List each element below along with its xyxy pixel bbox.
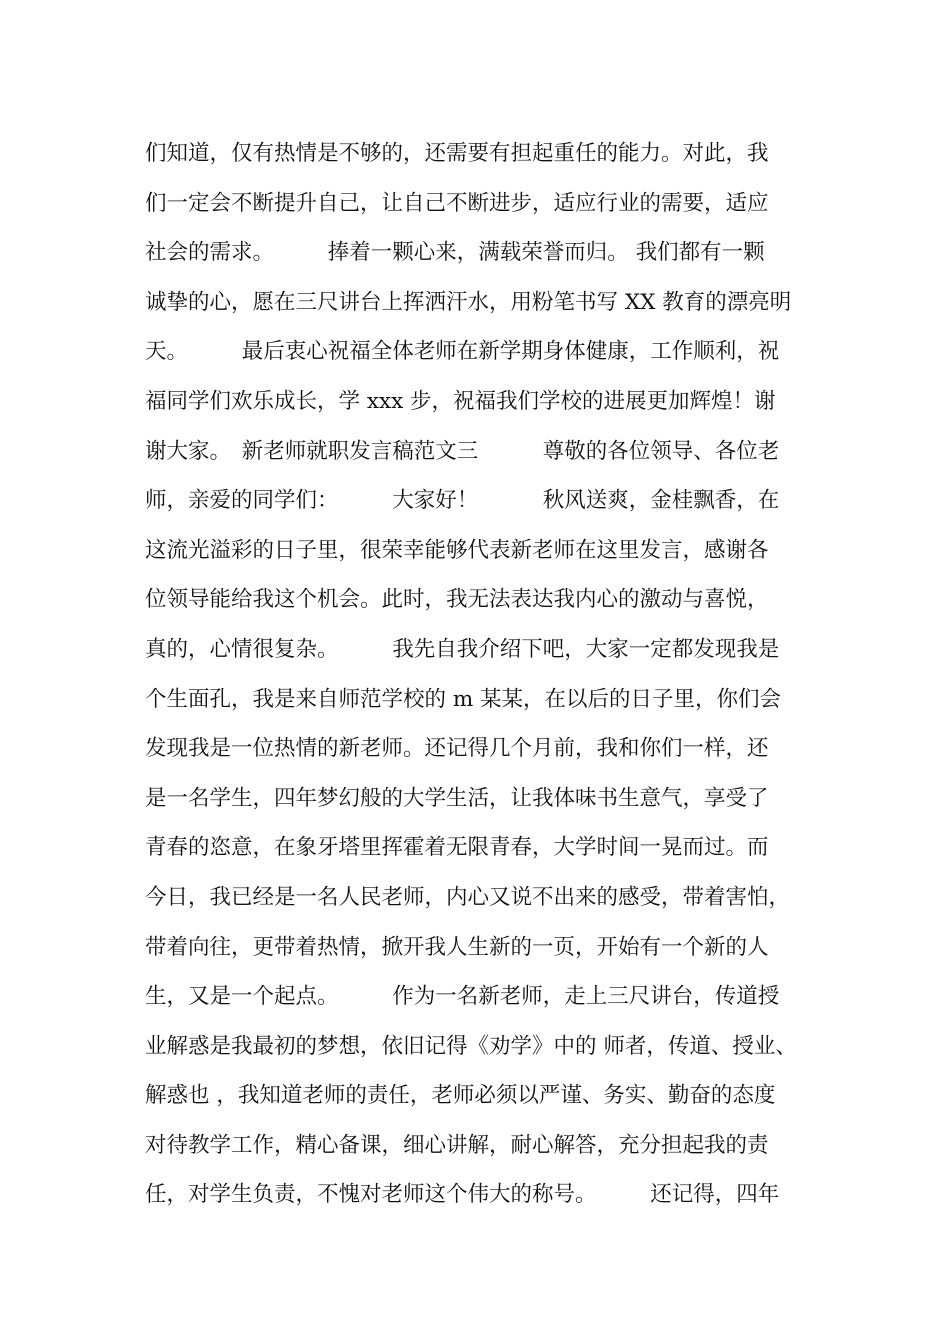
text-line: 对待教学工作，精心备课，细心讲解，耐心解答，充分担起我的责 [145, 1132, 769, 1158]
text-line: 带着向往，更带着热情，掀开我人生新的一页，开始有一个新的人 [145, 934, 769, 960]
text-line: 业解惑是我最初的梦想，依旧记得《劝学》中的 师者，传道、授业、 [145, 1033, 797, 1059]
text-line: 青春的恣意，在象牙塔里挥霍着无限青春，大学时间一晃而过。而 [145, 835, 769, 861]
document-text-body [145, 129, 825, 1220]
text-line: 们一定会不断提升自己，让自己不断进步，适应行业的需要，适应 [145, 190, 769, 216]
text-line: 天。 最后衷心祝福全体老师在新学期身体健康，工作顺利，祝 [145, 339, 780, 365]
text-line: 发现我是一位热情的新老师。还记得几个月前，我和你们一样，还 [145, 736, 769, 762]
text-line: 生，又是一个起点。 作为一名新老师，走上三尺讲台，传道授 [145, 984, 780, 1010]
text-line: 福同学们欢乐成长，学 xxx 步，祝福我们学校的进展更加辉煌！谢 [145, 388, 776, 414]
text-line: 师，亲爱的同学们： 大家好！ 秋风送爽，金桂飘香，在 [145, 488, 780, 514]
text-line: 是一名学生，四年梦幻般的大学生活，让我体味书生意气，享受了 [145, 785, 769, 811]
text-line: 真的，心情很复杂。 我先自我介绍下吧，大家一定都发现我是 [145, 636, 780, 662]
text-line: 个生面孔，我是来自师范学校的 m 某某，在以后的日子里，你们会 [145, 686, 782, 712]
text-line: 这流光溢彩的日子里，很荣幸能够代表新老师在这里发言，感谢各 [145, 537, 769, 563]
text-line: 位领导能给我这个机会。此时，我无法表达我内心的激动与喜悦， [145, 587, 769, 613]
text-line: 今日，我已经是一名人民老师，内心又说不出来的感受，带着害怕， [145, 884, 791, 910]
text-line: 任，对学生负责，不愧对老师这个伟大的称号。 还记得，四年 [145, 1182, 780, 1208]
text-line: 诚挚的心，愿在三尺讲台上挥洒汗水，用粉笔书写 XX 教育的漂亮明 [145, 289, 792, 315]
text-line: 谢大家。 新老师就职发言稿范文三 尊敬的各位领导、各位老 [145, 438, 780, 464]
text-line: 社会的需求。 捧着一颗心来，满载荣誉而归。 我们都有一颗 [145, 240, 765, 266]
text-line: 解惑也 ，我知道老师的责任，老师必须以严谨、务实、勤奋的态度 [145, 1083, 776, 1109]
text-line: 们知道，仅有热情是不够的，还需要有担起重任的能力。对此，我 [145, 141, 769, 166]
